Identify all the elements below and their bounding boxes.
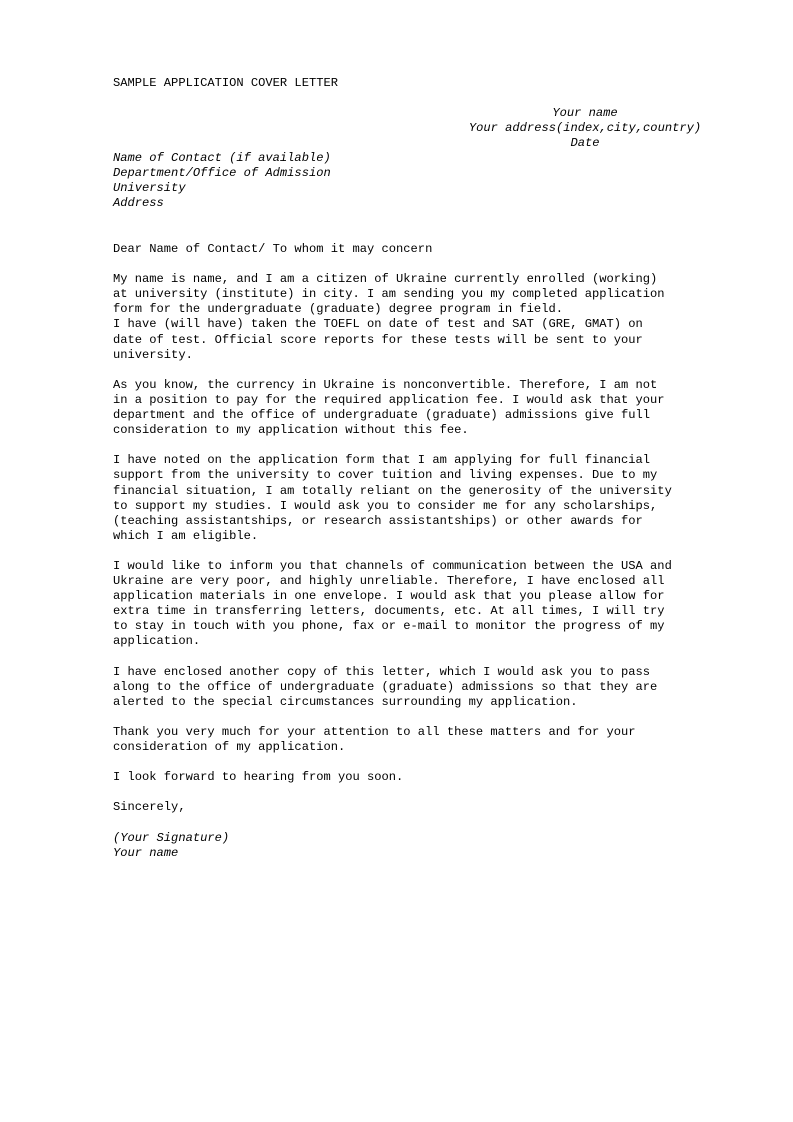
paragraph-fee bbox=[113, 378, 753, 438]
paragraph-line: alerted to the special circumstances surrounding my application. bbox=[113, 694, 578, 709]
paragraph-line: which I am eligible. bbox=[113, 528, 259, 543]
paragraph-line: in a position to pay for the required application fee. I would ask that your bbox=[113, 392, 665, 407]
salutation: Dear Name of Contact/ To whom it may concern bbox=[113, 242, 433, 256]
paragraph-line: As you know, the currency in Ukraine is nonconvertible. Therefore, I am not bbox=[113, 377, 658, 392]
paragraph-thanks bbox=[113, 725, 753, 755]
paragraph-line: My name is name, and I am a citizen of Ukraine currently enrolled (working) bbox=[113, 272, 658, 287]
paragraph-line: extra time in transferring letters, documents, etc. At all times, I will try bbox=[113, 604, 665, 619]
paragraph-line: I have noted on the application form that I am applying for full financial bbox=[113, 453, 651, 468]
paragraph-line: Ukraine are very poor, and highly unreliable. Therefore, I have enclosed all bbox=[113, 574, 665, 589]
sender-name: Your name bbox=[552, 106, 618, 120]
paragraph-intro bbox=[113, 272, 753, 363]
paragraph-line: along to the office of undergraduate (graduate) admissions so that they are bbox=[113, 679, 658, 694]
paragraph-line: application materials in one envelope. I would ask that you please allow for bbox=[113, 589, 665, 604]
closing: Sincerely, bbox=[113, 800, 186, 815]
paragraph-line: to stay in touch with you phone, fax or e-mail to monitor the progress of my bbox=[113, 619, 665, 634]
recipient-block bbox=[113, 151, 331, 211]
paragraph-line: university. bbox=[113, 347, 193, 362]
paragraph-line: department and the office of undergraduate (graduate) admissions give full bbox=[113, 408, 651, 423]
document-title: SAMPLE APPLICATION COVER LETTER bbox=[113, 76, 338, 90]
paragraph-line: I would like to inform you that channels of communication between the USA and bbox=[113, 558, 672, 573]
recipient-address: Address bbox=[113, 196, 164, 211]
paragraph-line: to support my studies. I would ask you to consider me for any scholarships, bbox=[113, 498, 658, 513]
paragraph-financial bbox=[113, 453, 753, 544]
signature-placeholder: (Your Signature) bbox=[113, 830, 230, 845]
sender-address: Your address(index,city,country) bbox=[468, 121, 702, 136]
paragraph-line: date of test. Official score reports for these tests will be sent to your bbox=[113, 332, 643, 347]
paragraph-communication bbox=[113, 559, 753, 650]
paragraph-line: I have (will have) taken the TOEFL on date of test and SAT (GRE, GMAT) on bbox=[113, 317, 643, 332]
sender-date: Date bbox=[570, 136, 600, 151]
paragraph-enclosed-copy bbox=[113, 665, 753, 710]
sender-block bbox=[440, 106, 730, 151]
paragraph-line: consideration to my application without this fee. bbox=[113, 423, 469, 438]
paragraph-line: (teaching assistantships, or research assistantships) or other awards for bbox=[113, 513, 643, 528]
paragraph-line: Thank you very much for your attention to all these matters and for your bbox=[113, 725, 636, 739]
paragraph-line: I have enclosed another copy of this letter, which I would ask you to pass bbox=[113, 664, 651, 679]
paragraph-line: financial situation, I am totally reliant on the generosity of the university bbox=[113, 483, 672, 498]
paragraph-line: I look forward to hearing from you soon. bbox=[113, 770, 404, 785]
recipient-university: University bbox=[113, 181, 186, 196]
paragraph-line: application. bbox=[113, 634, 201, 649]
paragraph-line: at university (institute) in city. I am sending you my completed application bbox=[113, 287, 665, 302]
paragraph-line: form for the undergraduate (graduate) degree program in field. bbox=[113, 302, 563, 317]
paragraph-forward bbox=[113, 770, 753, 785]
letter-body bbox=[113, 242, 753, 861]
paragraph-line: support from the university to cover tuition and living expenses. Due to my bbox=[113, 468, 658, 483]
paragraph-line: consideration of my application. bbox=[113, 740, 346, 755]
recipient-contact: Name of Contact (if available) bbox=[113, 151, 331, 165]
signature-name: Your name bbox=[113, 845, 179, 860]
recipient-department: Department/Office of Admission bbox=[113, 166, 331, 181]
